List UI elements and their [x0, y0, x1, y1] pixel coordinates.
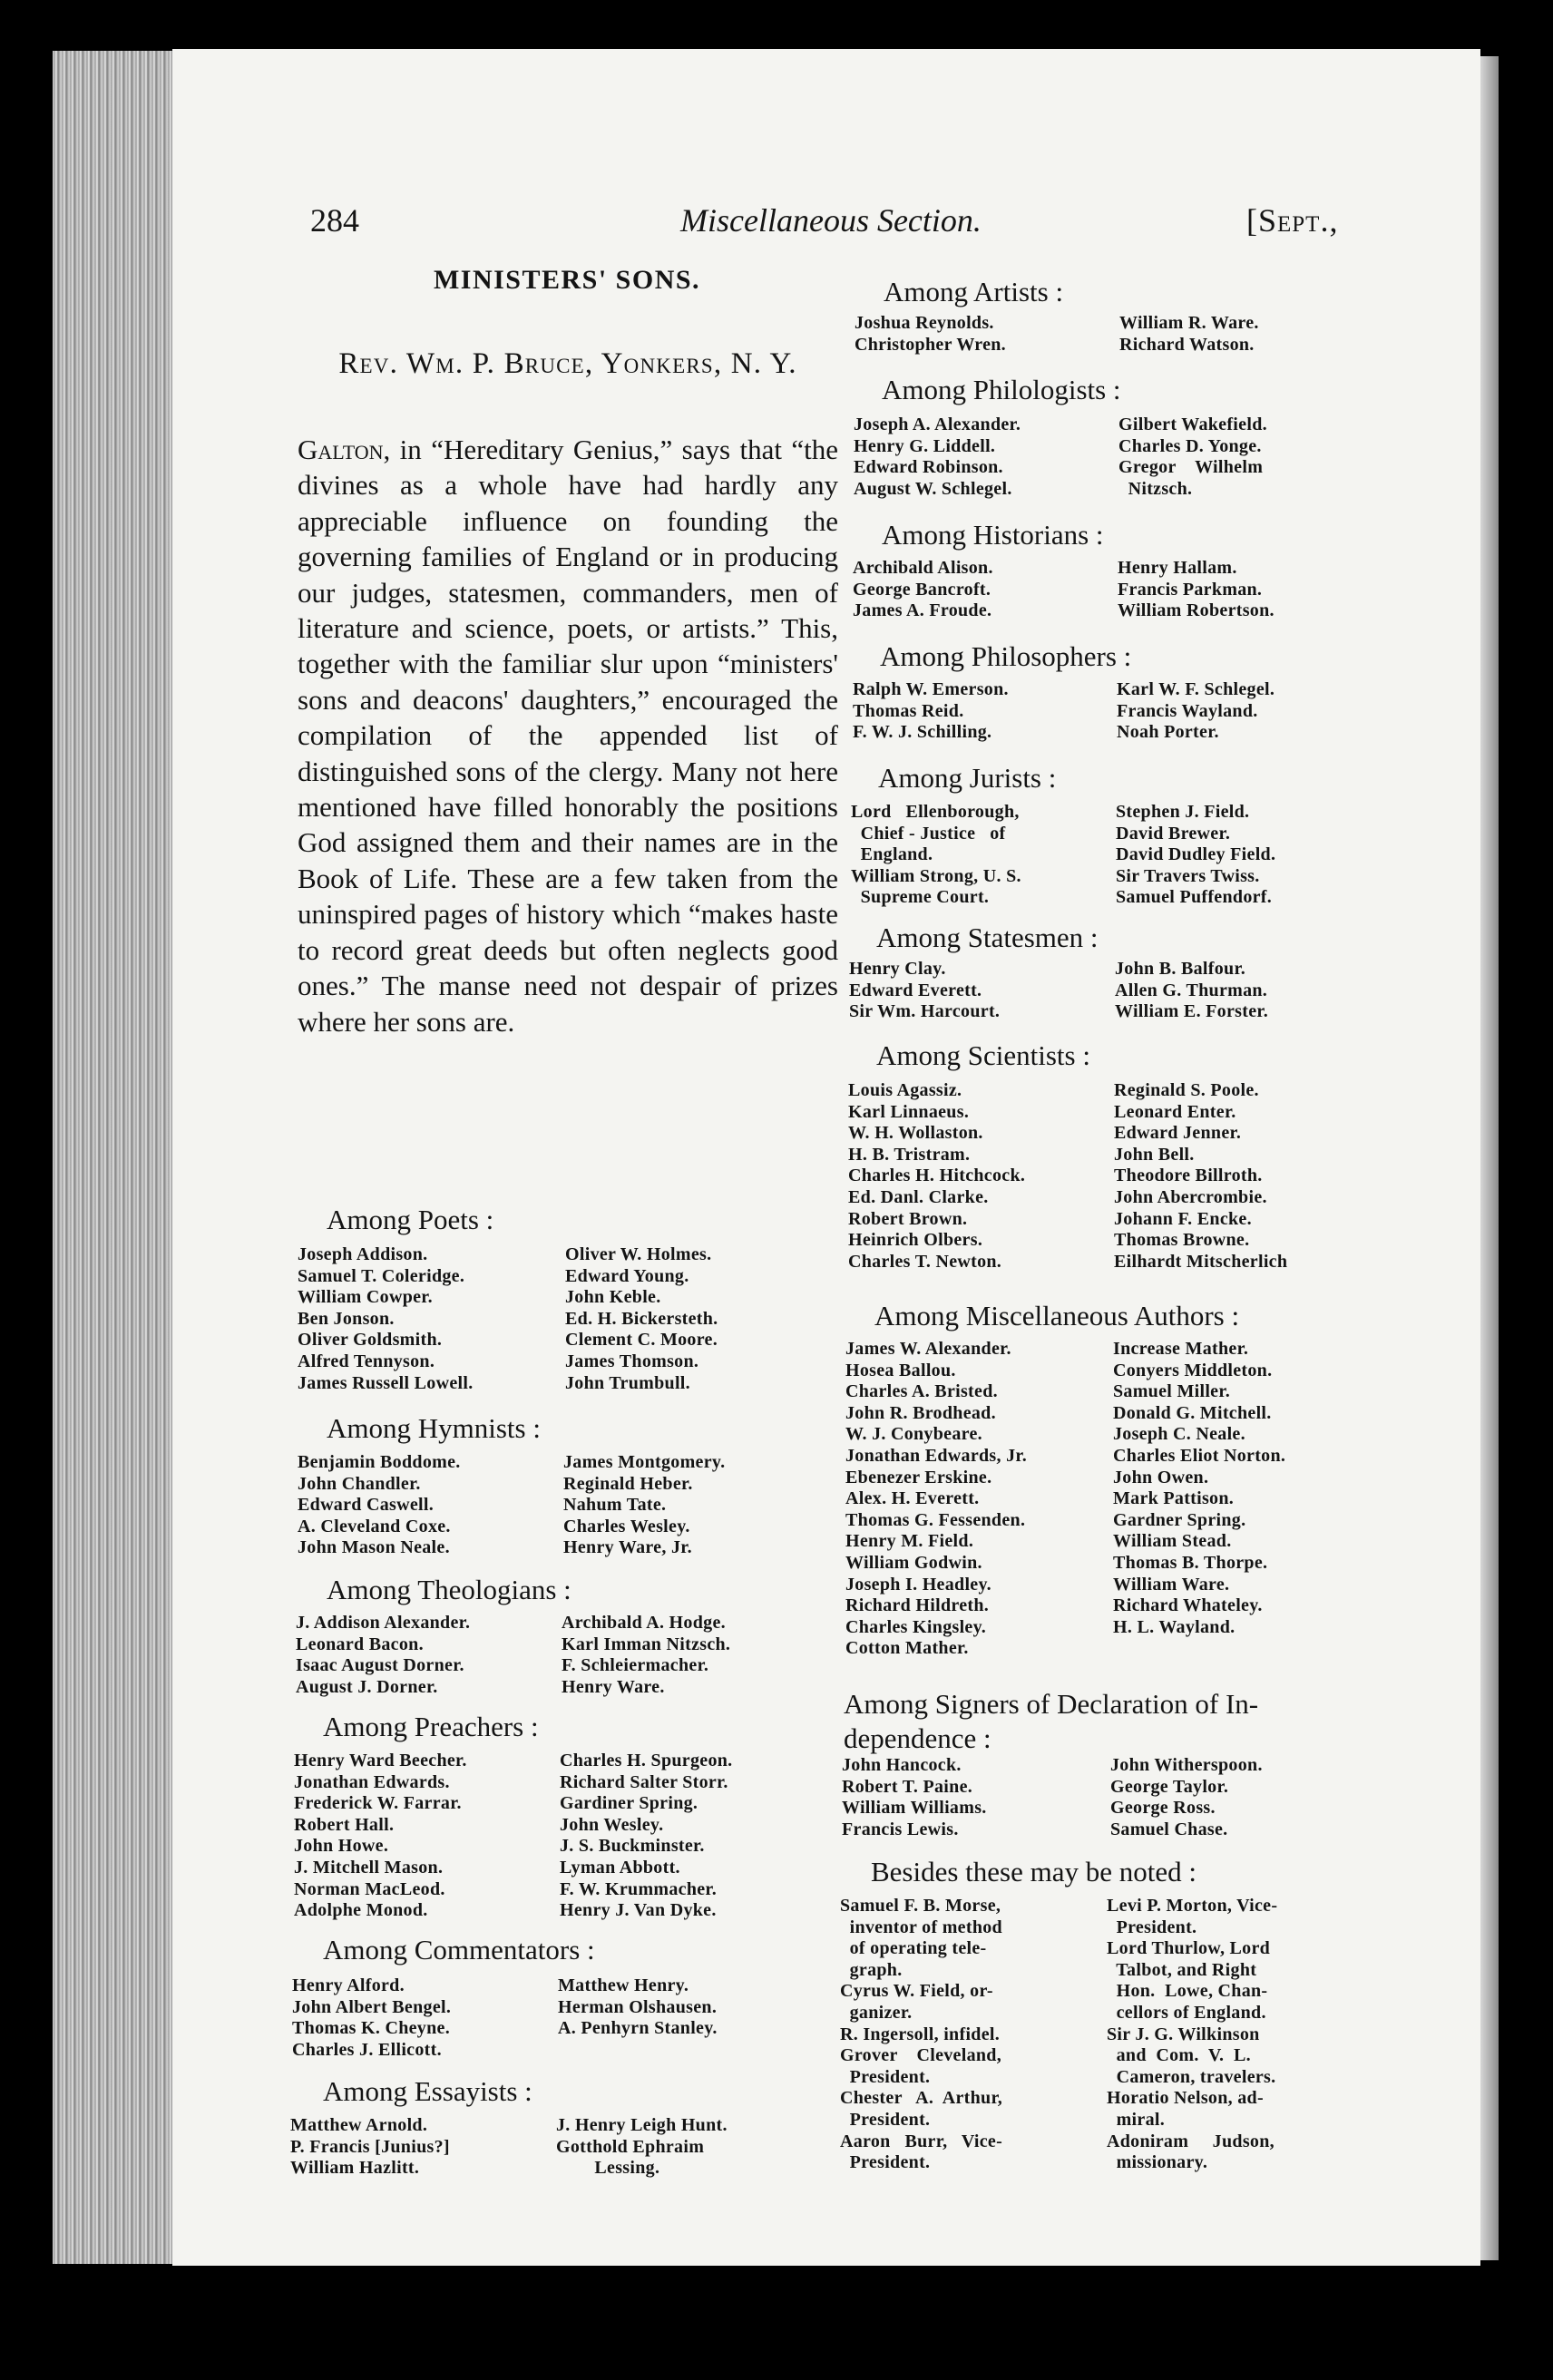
group-heading-philologists: Among Philologists : — [882, 374, 1121, 405]
artists-names-left: Joshua Reynolds. Christopher Wren. — [855, 313, 1006, 355]
miscellaneous-authors-names-right: Increase Mather. Conyers Middleton. Samuel Miller. Donald G. Mitchell. Joseph C. Neale. Charles Eliot Norton. John Owen. Mark Pattison. Gardner Spring. William Stead. Thomas B. Thorpe. William Ware. Richard Whateley. H. L. Wayland. — [1113, 1339, 1286, 1637]
page-edges — [53, 51, 172, 2264]
article-title: MINISTERS' SONS. — [433, 265, 701, 295]
poets-names-right: Oliver W. Holmes. Edward Young. John Keble. Ed. H. Bickersteth. Clement C. Moore. James Thomson. John Trumbull. — [565, 1244, 718, 1393]
group-heading-miscellaneous-authors: Among Miscellaneous Authors : — [874, 1300, 1240, 1331]
scientists-names-right: Reginald S. Poole. Leonard Enter. Edward Jenner. John Bell. Theodore Billroth. John Abercrombie. Johann F. Encke. Thomas Browne. Eilhardt Mitscherlich — [1114, 1080, 1288, 1272]
artists-names-right: William R. Ware. Richard Watson. — [1119, 313, 1259, 355]
group-heading-besides: Besides these may be noted : — [871, 1856, 1196, 1887]
jurists-names-right: Stephen J. Field. David Brewer. David Dudley Field. Sir Travers Twiss. Samuel Puffendorf. — [1116, 802, 1276, 908]
philologists-names-right: Gilbert Wakefield. Charles D. Yonge. Gregor Wilhelm Nitzsch. — [1118, 415, 1267, 499]
group-heading-commentators: Among Commentators : — [323, 1934, 595, 1965]
hymnists-names-left: Benjamin Boddome. John Chandler. Edward Caswell. A. Cleveland Coxe. John Mason Neale. — [298, 1452, 461, 1558]
essayists-names-right: J. Henry Leigh Hunt. Gotthold Ephraim Lessing. — [556, 2115, 728, 2179]
group-heading-hymnists: Among Hymnists : — [327, 1412, 541, 1444]
article-byline: Rev. Wm. P. Bruce, Yonkers, N. Y. — [338, 347, 797, 380]
philologists-names-left: Joseph A. Alexander. Henry G. Liddell. Edward Robinson. August W. Schlegel. — [854, 415, 1021, 499]
group-heading-artists: Among Artists : — [884, 276, 1064, 307]
theologians-names-right: Archibald A. Hodge. Karl Imman Nitzsch. F. Schleiermacher. Henry Ware. — [562, 1613, 731, 1697]
miscellaneous-authors-names-left: James W. Alexander. Hosea Ballou. Charles A. Bristed. John R. Brodhead. W. J. Conybeare. Jonathan Edwards, Jr. Ebenezer Erskine. Alex. H. Everett. Thomas G. Fessenden. Henry M. Field. William Godwin. Joseph I. Headley. Richard Hildreth. Charles Kingsley. Cotton Mather. — [845, 1339, 1028, 1659]
header-date: [Sept., — [1246, 202, 1339, 239]
preachers-names-right: Charles H. Spurgeon. Richard Salter Storr. Gardiner Spring. John Wesley. J. S. Buckminster. Lyman Abbott. F. W. Krummacher. Henry J. Van Dyke. — [560, 1751, 733, 1921]
philosophers-names-right: Karl W. F. Schlegel. Francis Wayland. Noah Porter. — [1117, 679, 1275, 743]
group-heading-philosophers: Among Philosophers : — [880, 640, 1132, 672]
group-heading-theologians: Among Theologians : — [327, 1574, 571, 1605]
poets-names-left: Joseph Addison. Samuel T. Coleridge. William Cowper. Ben Jonson. Oliver Goldsmith. Alfred Tennyson. James Russell Lowell. — [298, 1244, 474, 1393]
group-heading-jurists: Among Jurists : — [878, 762, 1057, 794]
commentators-names-left: Henry Alford. John Albert Bengel. Thomas K. Cheyne. Charles J. Ellicott. — [292, 1975, 452, 2060]
jurists-names-left: Lord Ellenborough, Chief - Justice of England. William Strong, U. S. Supreme Court. — [851, 802, 1021, 908]
article-body-lead: Galton, — [298, 434, 391, 465]
historians-names-left: Archibald Alison. George Bancroft. James A. Froude. — [853, 558, 993, 621]
essayists-names-left: Matthew Arnold. P. Francis [Junius?] William Hazlitt. — [290, 2115, 450, 2179]
hymnists-names-right: James Montgomery. Reginald Heber. Nahum Tate. Charles Wesley. Henry Ware, Jr. — [563, 1452, 726, 1558]
philosophers-names-left: Ralph W. Emerson. Thomas Reid. F. W. J. Schilling. — [853, 679, 1009, 743]
group-heading-preachers: Among Preachers : — [323, 1711, 539, 1742]
group-heading-scientists: Among Scientists : — [876, 1039, 1090, 1071]
group-heading-signers: Among Signers of Declaration of In- dependence : — [844, 1688, 1259, 1754]
historians-names-right: Henry Hallam. Francis Parkman. William Robertson. — [1118, 558, 1275, 621]
group-heading-essayists: Among Essayists : — [323, 2075, 532, 2107]
signers-names-right: John Witherspoon. George Taylor. George Ross. Samuel Chase. — [1110, 1755, 1263, 1839]
besides-names-left: Samuel F. B. Morse, inventor of method of operating tele- graph. Cyrus W. Field, or- ganizer. R. Ingersoll, infidel. Grover Cleveland, President. Chester A. Arthur, President. Aaron Burr, Vice- President. — [840, 1896, 1003, 2173]
group-heading-historians: Among Historians : — [882, 519, 1104, 551]
group-heading-statesmen: Among Statesmen : — [876, 922, 1099, 953]
besides-names-right: Levi P. Morton, Vice- President. Lord Thurlow, Lord Talbot, and Right Hon. Lowe, Chan- cellors of England. Sir J. G. Wilkinson and Com. V. L. Cameron, travelers. Horatio Nelson, ad- miral. Adoniram Judson, missionary. — [1107, 1896, 1278, 2173]
statesmen-names-left: Henry Clay. Edward Everett. Sir Wm. Harcourt. — [849, 959, 1001, 1022]
theologians-names-left: J. Addison Alexander. Leonard Bacon. Isaac August Dorner. August J. Dorner. — [296, 1613, 471, 1697]
signers-names-left: John Hancock. Robert T. Paine. William Williams. Francis Lewis. — [842, 1755, 987, 1839]
page-number: 284 — [310, 202, 359, 239]
article-body-text: in “Hereditary Genius,” says that “the divines as a whole have had hardly any appreciable influence on founding the governing families of England or in producing our judges, statesmen, commanders, men of literature and science, poets, or artists.” This, together with the familiar slur upon “ministers' sons and deacons' daughters,” encouraged the compilation of the appended list of distinguished sons of the clergy. Many not here mentioned have filled honorably the positions God assigned them and their names are in the Book of Life. These are a few taken from the uninspired pages of history which “makes haste to record great deeds but often neglects good ones.” The manse need not despair of prizes where her sons are. — [298, 434, 838, 1038]
statesmen-names-right: John B. Balfour. Allen G. Thurman. William E. Forster. — [1115, 959, 1269, 1022]
article-body — [298, 432, 838, 1039]
group-heading-poets: Among Poets : — [327, 1204, 494, 1235]
preachers-names-left: Henry Ward Beecher. Jonathan Edwards. Frederick W. Farrar. Robert Hall. John Howe. J. Mitchell Mason. Norman MacLeod. Adolphe Monod. — [294, 1751, 467, 1921]
facing-page-edge — [1480, 56, 1499, 2260]
commentators-names-right: Matthew Henry. Herman Olshausen. A. Penhyrn Stanley. — [558, 1975, 718, 2039]
section-title: Miscellaneous Section. — [680, 202, 982, 239]
scientists-names-left: Louis Agassiz. Karl Linnaeus. W. H. Wollaston. H. B. Tristram. Charles H. Hitchcock. Ed. Danl. Clarke. Robert Brown. Heinrich Olbers. Charles T. Newton. — [848, 1080, 1026, 1272]
